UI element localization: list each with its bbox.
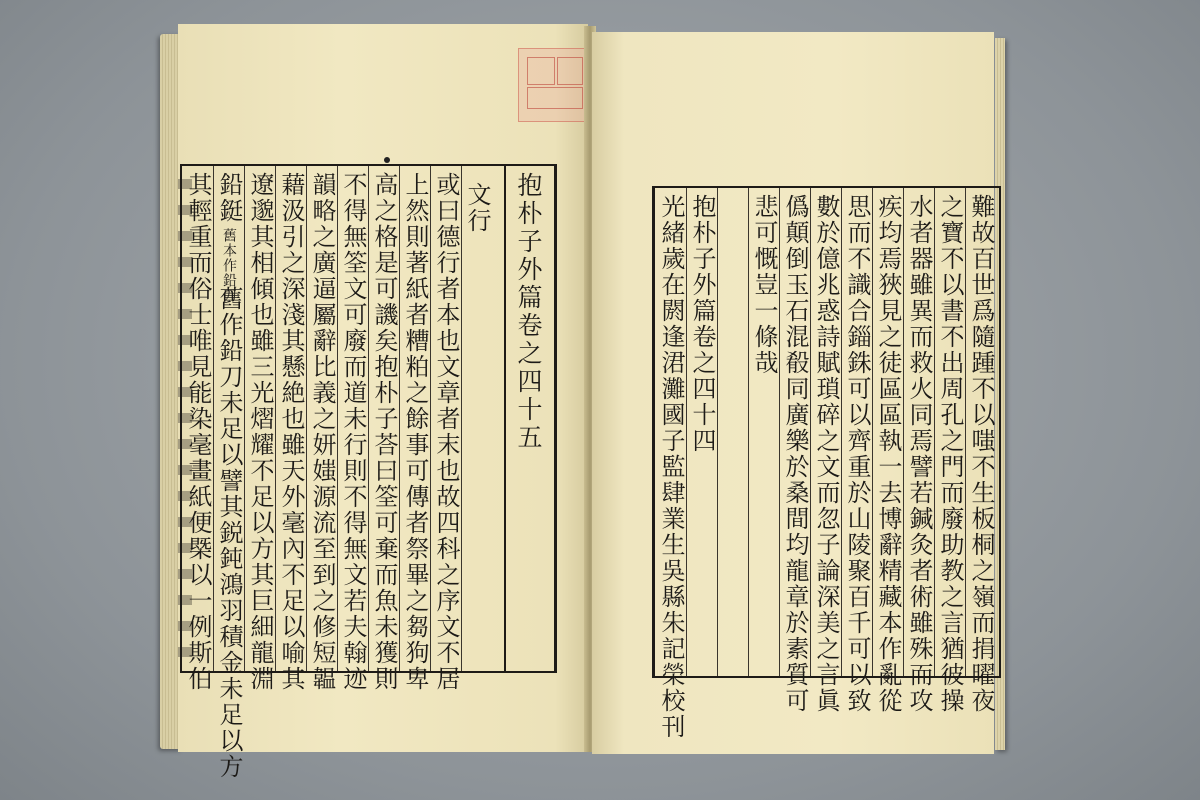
column-text: 僞顛倒玉石混殽同廣樂於桑間均龍章於素質可 xyxy=(781,194,809,714)
right-text-frame xyxy=(652,186,1001,740)
text-column xyxy=(965,188,996,714)
text-column xyxy=(810,188,842,714)
text-column xyxy=(213,166,245,780)
column-text: 其輕重而俗士唯見能染毫畫紙便槩以一例斯伯 xyxy=(184,172,212,692)
left-page xyxy=(178,24,588,780)
column-text: 遼邈其相傾也雖三光熠耀不足以方其巨細龍淵 xyxy=(246,172,274,692)
text-column xyxy=(337,166,369,692)
column-text: 難故百世爲隨踵不以嗤不生板桐之嶺而捐曜夜 xyxy=(967,194,995,714)
column-text: 韻略之廣逼屬辭比義之妍媸源流至到之修短韞 xyxy=(308,172,336,692)
column-text: 之寶不以書不出周孔之門而廢助教之言猶彼操 xyxy=(936,194,964,714)
text-column xyxy=(779,188,811,714)
end-title: 抱朴子外篇卷之四十四 xyxy=(688,194,716,454)
column-text: 高之格是可譏矣抱朴子荅曰筌可棄而魚未獲則 xyxy=(370,172,398,692)
column-text: 數於億兆惑詩賦瑣碎之文而忽子論深美之言眞 xyxy=(812,194,840,714)
blank-column xyxy=(717,188,749,676)
column-text: 舊作鉛刀未足以譬其鋭鈍鴻羽積金未足以方 xyxy=(215,286,243,780)
library-seal xyxy=(518,48,590,122)
section-title-column xyxy=(461,166,492,671)
colophon-text: 光緒歲在閼逢涒灘國子監肆業生吳縣朱記榮校刊 xyxy=(657,194,685,740)
end-title-column xyxy=(686,188,718,676)
text-column xyxy=(934,188,966,714)
column-text: 上然則著紙者糟粕之餘事可傳者祭畢之芻狗卑 xyxy=(401,172,429,692)
colophon-column xyxy=(655,188,687,740)
column-text: 藉汲引之深淺其懸絶也雖天外毫內不足以喻其 xyxy=(277,172,305,692)
column-text: 不得無筌文可廢而道未行則不得無文若夫翰迹 xyxy=(339,172,367,692)
text-column xyxy=(748,188,780,676)
column-text: 疾均焉狹見之徒區區執一去博辭精藏本作亂從 xyxy=(874,194,902,714)
ink-dot xyxy=(384,157,390,163)
left-text-frame xyxy=(180,164,557,780)
inline-note: 舊本作鉛刀 xyxy=(221,228,237,303)
column-text: 悲可慨豈一條哉 xyxy=(750,194,778,376)
text-column xyxy=(306,166,338,692)
text-column xyxy=(182,166,214,692)
text-column xyxy=(841,188,873,714)
right-page xyxy=(592,32,994,754)
running-title-column xyxy=(504,166,552,671)
section-title: 文行 xyxy=(463,182,491,234)
column-text: 思而不識合錙銖可以齊重於山陵聚百千可以致 xyxy=(843,194,871,714)
column-text: 或曰德行者本也文章者末也故四科之序文不居 xyxy=(432,172,460,692)
text-column xyxy=(399,166,431,692)
text-column xyxy=(244,166,276,692)
text-column xyxy=(275,166,307,692)
text-column xyxy=(903,188,935,714)
running-title: 抱朴子外篇卷之四十五 xyxy=(514,172,543,452)
text-column xyxy=(872,188,904,714)
column-text: 鉛鋌 xyxy=(215,172,243,224)
text-column xyxy=(430,166,462,692)
column-text: 水者器雖異而救火同焉譬若鍼灸者術雖殊而攻 xyxy=(905,194,933,714)
text-column xyxy=(368,166,400,692)
open-book xyxy=(160,24,1005,780)
